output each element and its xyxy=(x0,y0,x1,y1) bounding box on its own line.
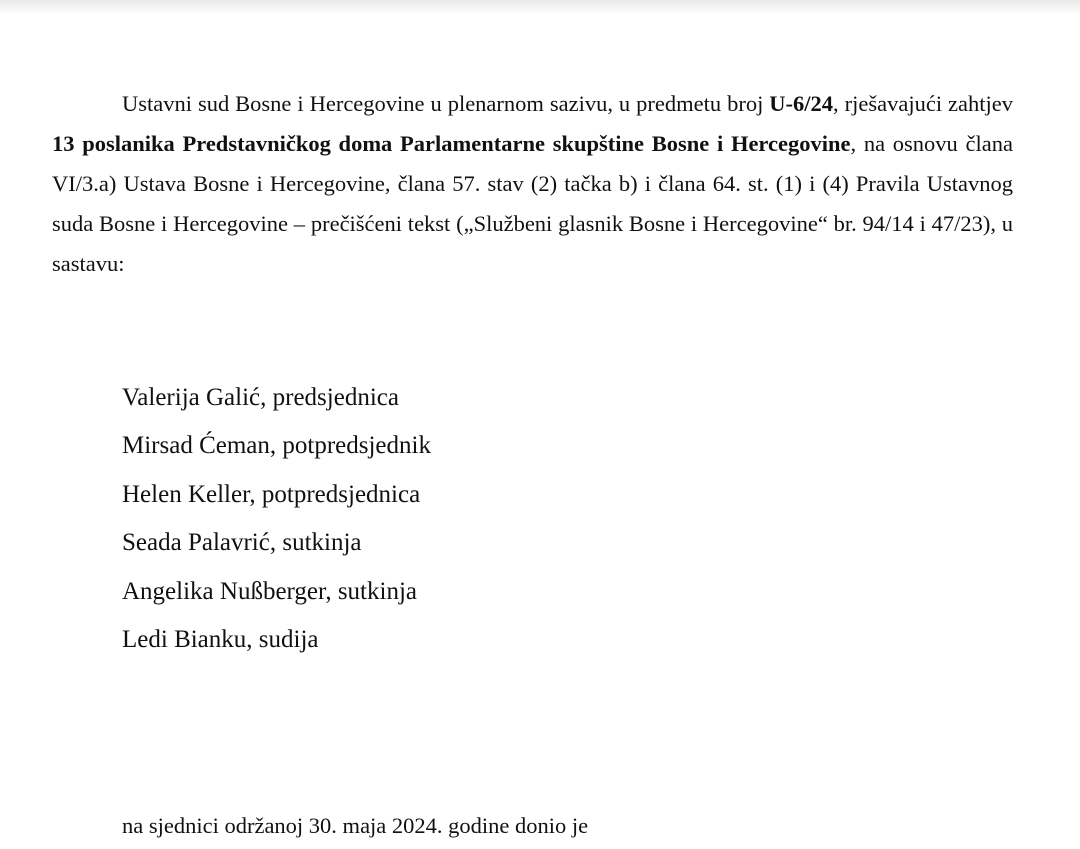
intro-text-1: Ustavni sud Bosne i Hercegovine u plenarnom sazivu, u predmetu broj xyxy=(122,91,770,116)
court-panel-list xyxy=(122,374,431,664)
case-number: U-6/24 xyxy=(769,91,834,116)
panel-member: Seada Palavrić, sutkinja xyxy=(122,529,362,557)
applicants: 13 poslanika Predstavničkog doma Parlamentarne skupštine Bosne i Hercegovine xyxy=(52,131,851,156)
closing-line: na sjednici održanoj 30. maja 2024. godine donio je xyxy=(122,813,589,838)
panel-member: Valerija Galić, predsjednica xyxy=(122,384,399,411)
intro-text-3: , na osnovu člana VI/3.a) Ustava Bosne i Hercegovine, člana 57. stav (2) tačka b) i člana 64. st. (1) i (4) Pravila Ustavnog suda Bosne i Hercegovine – prečišćeni tekst („Službeni glasnik Bosne i Hercegovine“ br. 94/14 i 47/23), u sastavu: xyxy=(52,131,1013,276)
panel-member: Mirsad Ćeman, potpredsjednik xyxy=(122,432,431,460)
intro-text-2: , rješavajući zahtjev xyxy=(833,91,1013,116)
panel-member: Angelika Nußberger, sutkinja xyxy=(122,577,417,605)
panel-member: Ledi Bianku, sudija xyxy=(122,626,319,654)
panel-member: Helen Keller, potpredsjednica xyxy=(122,480,421,508)
intro-paragraph xyxy=(52,84,1013,284)
